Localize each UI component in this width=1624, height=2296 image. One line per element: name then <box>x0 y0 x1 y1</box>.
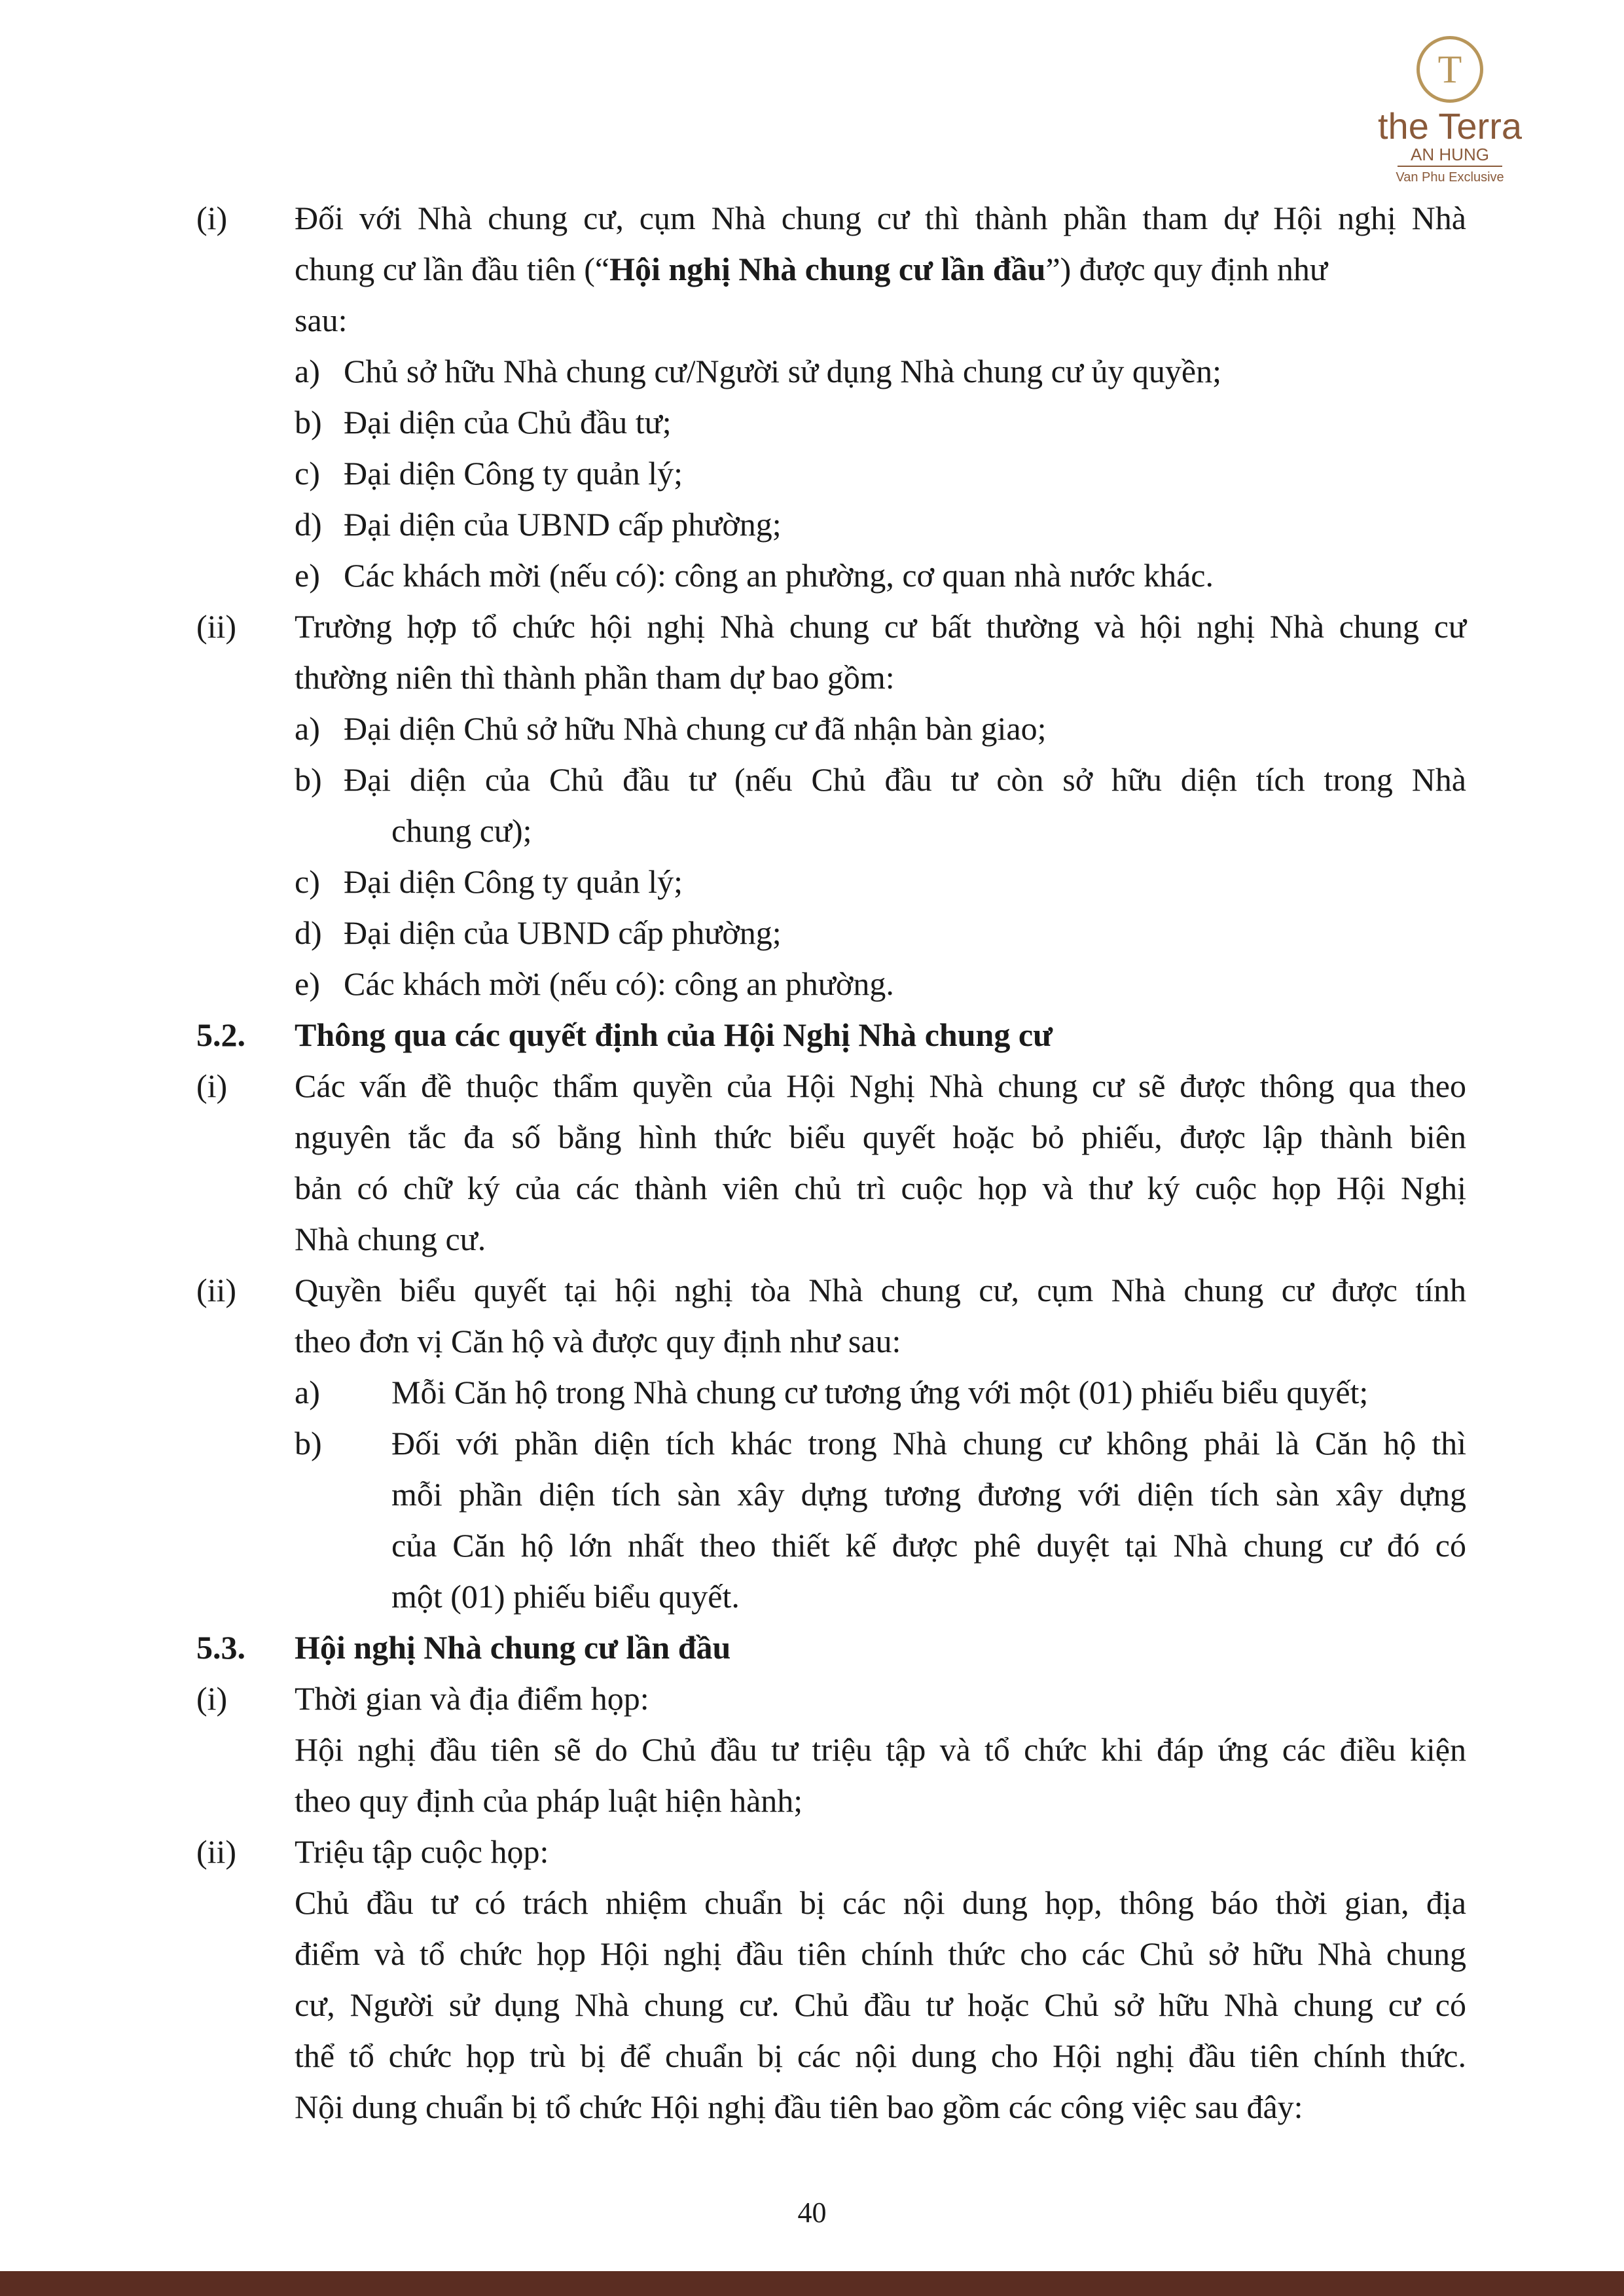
sub-marker: c) <box>295 455 320 492</box>
sub-marker: d) <box>295 914 322 951</box>
paragraph-line: Chủ đầu tư có trách nhiệm chuẩn bị các nội dung họp, thông báo thời gian, địa <box>295 1884 1466 1921</box>
paragraph-line: thường niên thì thành phần tham dự bao gồm: <box>295 659 895 696</box>
sub-item-text: Đại diện của UBND cấp phường; <box>344 506 782 543</box>
item-marker: (ii) <box>196 1272 237 1308</box>
sub-marker: a) <box>295 710 320 747</box>
logo-emblem-letter: T <box>1437 48 1462 91</box>
text-run <box>295 243 1327 295</box>
paragraph-line: Quyền biểu quyết tại hội nghị tòa Nhà chung cư, cụm Nhà chung cư được tính <box>295 1272 1466 1308</box>
logo-tagline: Van Phu Exclusive <box>1396 170 1504 185</box>
paragraph-line: sau: <box>295 302 348 338</box>
paragraph-line: bản có chữ ký của các thành viên chủ trì cuộc họp và thư ký cuộc họp Hội Nghị <box>295 1170 1466 1206</box>
section-heading: Hội nghị Nhà chung cư lần đầu <box>295 1629 731 1666</box>
sub-item-text: mỗi phần diện tích sàn xây dựng tương đương với diện tích sàn xây dựng <box>391 1476 1466 1513</box>
sub-item-text: Đối với phần diện tích khác trong Nhà chung cư không phải là Căn hộ thì <box>391 1425 1466 1462</box>
paragraph-line: Nhà chung cư. <box>295 1221 486 1257</box>
sub-marker: a) <box>295 353 320 389</box>
paragraph-line: Hội nghị đầu tiên sẽ do Chủ đầu tư triệu tập và tổ chức khi đáp ứng các điều kiện <box>295 1731 1466 1768</box>
paragraph-line <box>295 243 1466 295</box>
paragraph-line: nguyên tắc đa số bằng hình thức biểu quyết hoặc bỏ phiếu, được lập thành biên <box>295 1119 1466 1155</box>
footer-bar <box>0 2271 1624 2296</box>
sub-item-text: Đại diện của UBND cấp phường; <box>344 914 782 951</box>
sub-marker: b) <box>295 761 322 798</box>
page-number: 40 <box>797 2197 827 2229</box>
paragraph-line: Nội dung chuẩn bị tổ chức Hội nghị đầu tiên bao gồm các công việc sau đây: <box>295 2089 1303 2125</box>
section-number: 5.2. <box>196 1016 245 1053</box>
sub-item-text: Chủ sở hữu Nhà chung cư/Người sử dụng Nhà chung cư ủy quyền; <box>344 353 1221 389</box>
logo-emblem-icon <box>1416 36 1483 103</box>
sub-item-text: Đại diện của Chủ đầu tư (nếu Chủ đầu tư còn sở hữu diện tích trong Nhà <box>344 761 1466 798</box>
sub-item-text: Các khách mời (nếu có): công an phường. <box>344 965 894 1002</box>
text-run: chung cư lần đầu tiên (“ <box>295 251 610 287</box>
paragraph-line: thể tổ chức họp trù bị để chuẩn bị các nội dung cho Hội nghị đầu tiên chính thức. <box>295 2037 1466 2074</box>
item-marker: (ii) <box>196 1833 237 1870</box>
section-number: 5.3. <box>196 1629 245 1666</box>
paragraph-line: điểm và tổ chức họp Hội nghị đầu tiên chính thức cho các Chủ sở hữu Nhà chung <box>295 1935 1466 1972</box>
sub-item-text: Đại diện Công ty quản lý; <box>344 455 683 492</box>
paragraph-line: Thời gian và địa điểm họp: <box>295 1680 649 1717</box>
item-marker: (ii) <box>196 608 237 645</box>
item-marker: (i) <box>196 1680 228 1717</box>
sub-marker: d) <box>295 506 322 543</box>
sub-item-text: một (01) phiếu biểu quyết. <box>391 1578 740 1615</box>
paragraph-line: Triệu tập cuộc họp: <box>295 1833 549 1870</box>
paragraph-line: cư, Người sử dụng Nhà chung cư. Chủ đầu tư hoặc Chủ sở hữu Nhà chung cư có <box>295 1986 1466 2023</box>
sub-item-text: Các khách mời (nếu có): công an phường, cơ quan nhà nước khác. <box>344 557 1214 594</box>
sub-marker: e) <box>295 557 320 594</box>
sub-marker: b) <box>295 404 322 440</box>
logo-name: the Terra <box>1378 105 1522 147</box>
sub-item-text: chung cư); <box>391 812 532 849</box>
sub-marker: a) <box>295 1374 320 1410</box>
paragraph-line: Trường hợp tổ chức hội nghị Nhà chung cư bất thường và hội nghị Nhà chung cư <box>295 608 1466 645</box>
sub-item-text: Đại diện của Chủ đầu tư; <box>344 404 672 440</box>
sub-item-text: Đại diện Công ty quản lý; <box>344 863 683 900</box>
the-terra-logo <box>1378 36 1522 187</box>
section-heading: Thông qua các quyết định của Hội Nghị Nhà chung cư <box>295 1016 1053 1053</box>
text-run: ”) được quy định như <box>1045 251 1328 287</box>
defined-term: Hội nghị Nhà chung cư lần đầu <box>609 251 1046 287</box>
paragraph-line: Các vấn đề thuộc thẩm quyền của Hội Nghị Nhà chung cư sẽ được thông qua theo <box>295 1067 1466 1104</box>
item-marker: (i) <box>196 200 228 236</box>
sub-item-text: Đại diện Chủ sở hữu Nhà chung cư đã nhận bàn giao; <box>344 710 1047 747</box>
sub-marker: e) <box>295 965 320 1002</box>
paragraph-line: Đối với Nhà chung cư, cụm Nhà chung cư thì thành phần tham dự Hội nghị Nhà <box>295 200 1466 236</box>
sub-item-text: Mỗi Căn hộ trong Nhà chung cư tương ứng với một (01) phiếu biểu quyết; <box>391 1374 1369 1410</box>
sub-marker: b) <box>295 1425 322 1462</box>
sub-marker: c) <box>295 863 320 900</box>
paragraph-line: theo quy định của pháp luật hiện hành; <box>295 1782 803 1819</box>
logo-subtitle: AN HUNG <box>1398 146 1502 167</box>
item-marker: (i) <box>196 1067 228 1104</box>
paragraph-line: theo đơn vị Căn hộ và được quy định như sau: <box>295 1323 901 1359</box>
sub-item-text: của Căn hộ lớn nhất theo thiết kế được phê duyệt tại Nhà chung cư đó có <box>391 1527 1466 1564</box>
